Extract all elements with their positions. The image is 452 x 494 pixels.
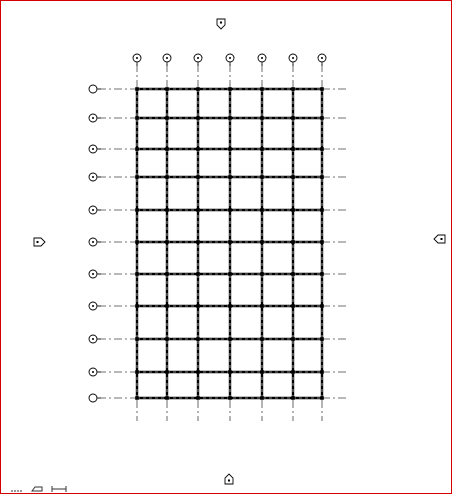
structural-column: [320, 175, 324, 179]
structural-column: [135, 208, 139, 212]
structural-column: [165, 87, 169, 91]
structural-column: [291, 175, 295, 179]
structural-column: [320, 272, 324, 276]
structural-column: [165, 147, 169, 151]
structural-column: [228, 304, 232, 308]
structural-column: [135, 147, 139, 151]
structural-column: [228, 208, 232, 212]
view-control-bar: [1, 485, 81, 493]
structural-column: [196, 396, 200, 400]
structural-column: [260, 208, 264, 212]
structural-column: [320, 370, 324, 374]
structural-column: [228, 147, 232, 151]
structural-column: [228, 87, 232, 91]
grid-head-dot: [92, 148, 94, 150]
structural-column: [135, 337, 139, 341]
structural-column: [196, 337, 200, 341]
structural-column: [320, 396, 324, 400]
grid-head-bubble: [89, 85, 97, 93]
detail-level-icon[interactable]: [11, 486, 23, 492]
structural-column: [260, 337, 264, 341]
structural-beams-group: [135, 87, 324, 400]
structural-column: [196, 304, 200, 308]
grid-head-dot: [92, 117, 94, 119]
structural-column: [260, 396, 264, 400]
structural-column: [291, 272, 295, 276]
structural-column: [165, 272, 169, 276]
structural-column: [196, 147, 200, 151]
structural-column: [260, 240, 264, 244]
structural-column: [165, 304, 169, 308]
grid-head-dot: [92, 209, 94, 211]
grid-head-dot: [92, 305, 94, 307]
structural-column: [260, 116, 264, 120]
structural-column: [196, 116, 200, 120]
structural-column: [320, 147, 324, 151]
structural-column: [135, 116, 139, 120]
structural-column: [135, 175, 139, 179]
structural-column: [320, 87, 324, 91]
elevation-marker-west-icon: [34, 238, 45, 246]
structural-column: [228, 272, 232, 276]
grid-head-dot: [197, 57, 199, 59]
structural-column: [196, 240, 200, 244]
structural-column: [196, 87, 200, 91]
structural-column: [260, 87, 264, 91]
structural-column: [135, 87, 139, 91]
grid-head-dot: [292, 57, 294, 59]
structural-column: [320, 208, 324, 212]
structural-column: [320, 304, 324, 308]
grid-head-dot: [229, 57, 231, 59]
structural-column: [135, 396, 139, 400]
structural-column: [165, 337, 169, 341]
structural-column: [165, 396, 169, 400]
structural-column: [291, 240, 295, 244]
structural-column: [228, 337, 232, 341]
grid-heads-group: [89, 54, 326, 402]
structural-column: [320, 337, 324, 341]
structural-column: [196, 370, 200, 374]
grid-head-dot: [92, 273, 94, 275]
grid-head-dot: [92, 338, 94, 340]
structural-column: [320, 240, 324, 244]
grid-head-dot: [92, 241, 94, 243]
structural-column: [260, 175, 264, 179]
structural-column: [260, 370, 264, 374]
structural-column: [135, 370, 139, 374]
structural-column: [228, 175, 232, 179]
structural-column: [291, 116, 295, 120]
grid-head-bubble: [89, 394, 97, 402]
structural-column: [135, 272, 139, 276]
elevation-marker-north-icon: [217, 19, 225, 29]
structural-column: [228, 116, 232, 120]
structural-column: [291, 396, 295, 400]
structural-column: [260, 272, 264, 276]
structural-column: [135, 240, 139, 244]
structural-column: [165, 116, 169, 120]
floor-plan-drawing[interactable]: [1, 1, 451, 493]
grid-head-dot: [92, 371, 94, 373]
structural-column: [196, 175, 200, 179]
structural-column: [260, 304, 264, 308]
grid-head-dot: [166, 57, 168, 59]
scale-icon[interactable]: [51, 486, 67, 492]
grid-head-dot: [321, 57, 323, 59]
visual-style-icon[interactable]: [31, 486, 43, 492]
structural-column: [291, 208, 295, 212]
grid-head-dot: [136, 57, 138, 59]
structural-column: [228, 240, 232, 244]
structural-column: [291, 304, 295, 308]
structural-column: [196, 272, 200, 276]
structural-column: [228, 396, 232, 400]
elevation-marker-east-icon: [434, 235, 445, 243]
grid-head-dot: [92, 176, 94, 178]
structural-column: [291, 87, 295, 91]
structural-column: [196, 208, 200, 212]
elevation-marker-south-icon: [225, 474, 233, 484]
structural-column: [228, 370, 232, 374]
structural-column: [291, 147, 295, 151]
structural-column: [165, 240, 169, 244]
structural-column: [165, 370, 169, 374]
grid-head-dot: [261, 57, 263, 59]
structural-column: [291, 337, 295, 341]
structural-column: [291, 370, 295, 374]
structural-column: [135, 304, 139, 308]
structural-column: [260, 147, 264, 151]
structural-column: [165, 208, 169, 212]
structural-column: [165, 175, 169, 179]
structural-column: [320, 116, 324, 120]
